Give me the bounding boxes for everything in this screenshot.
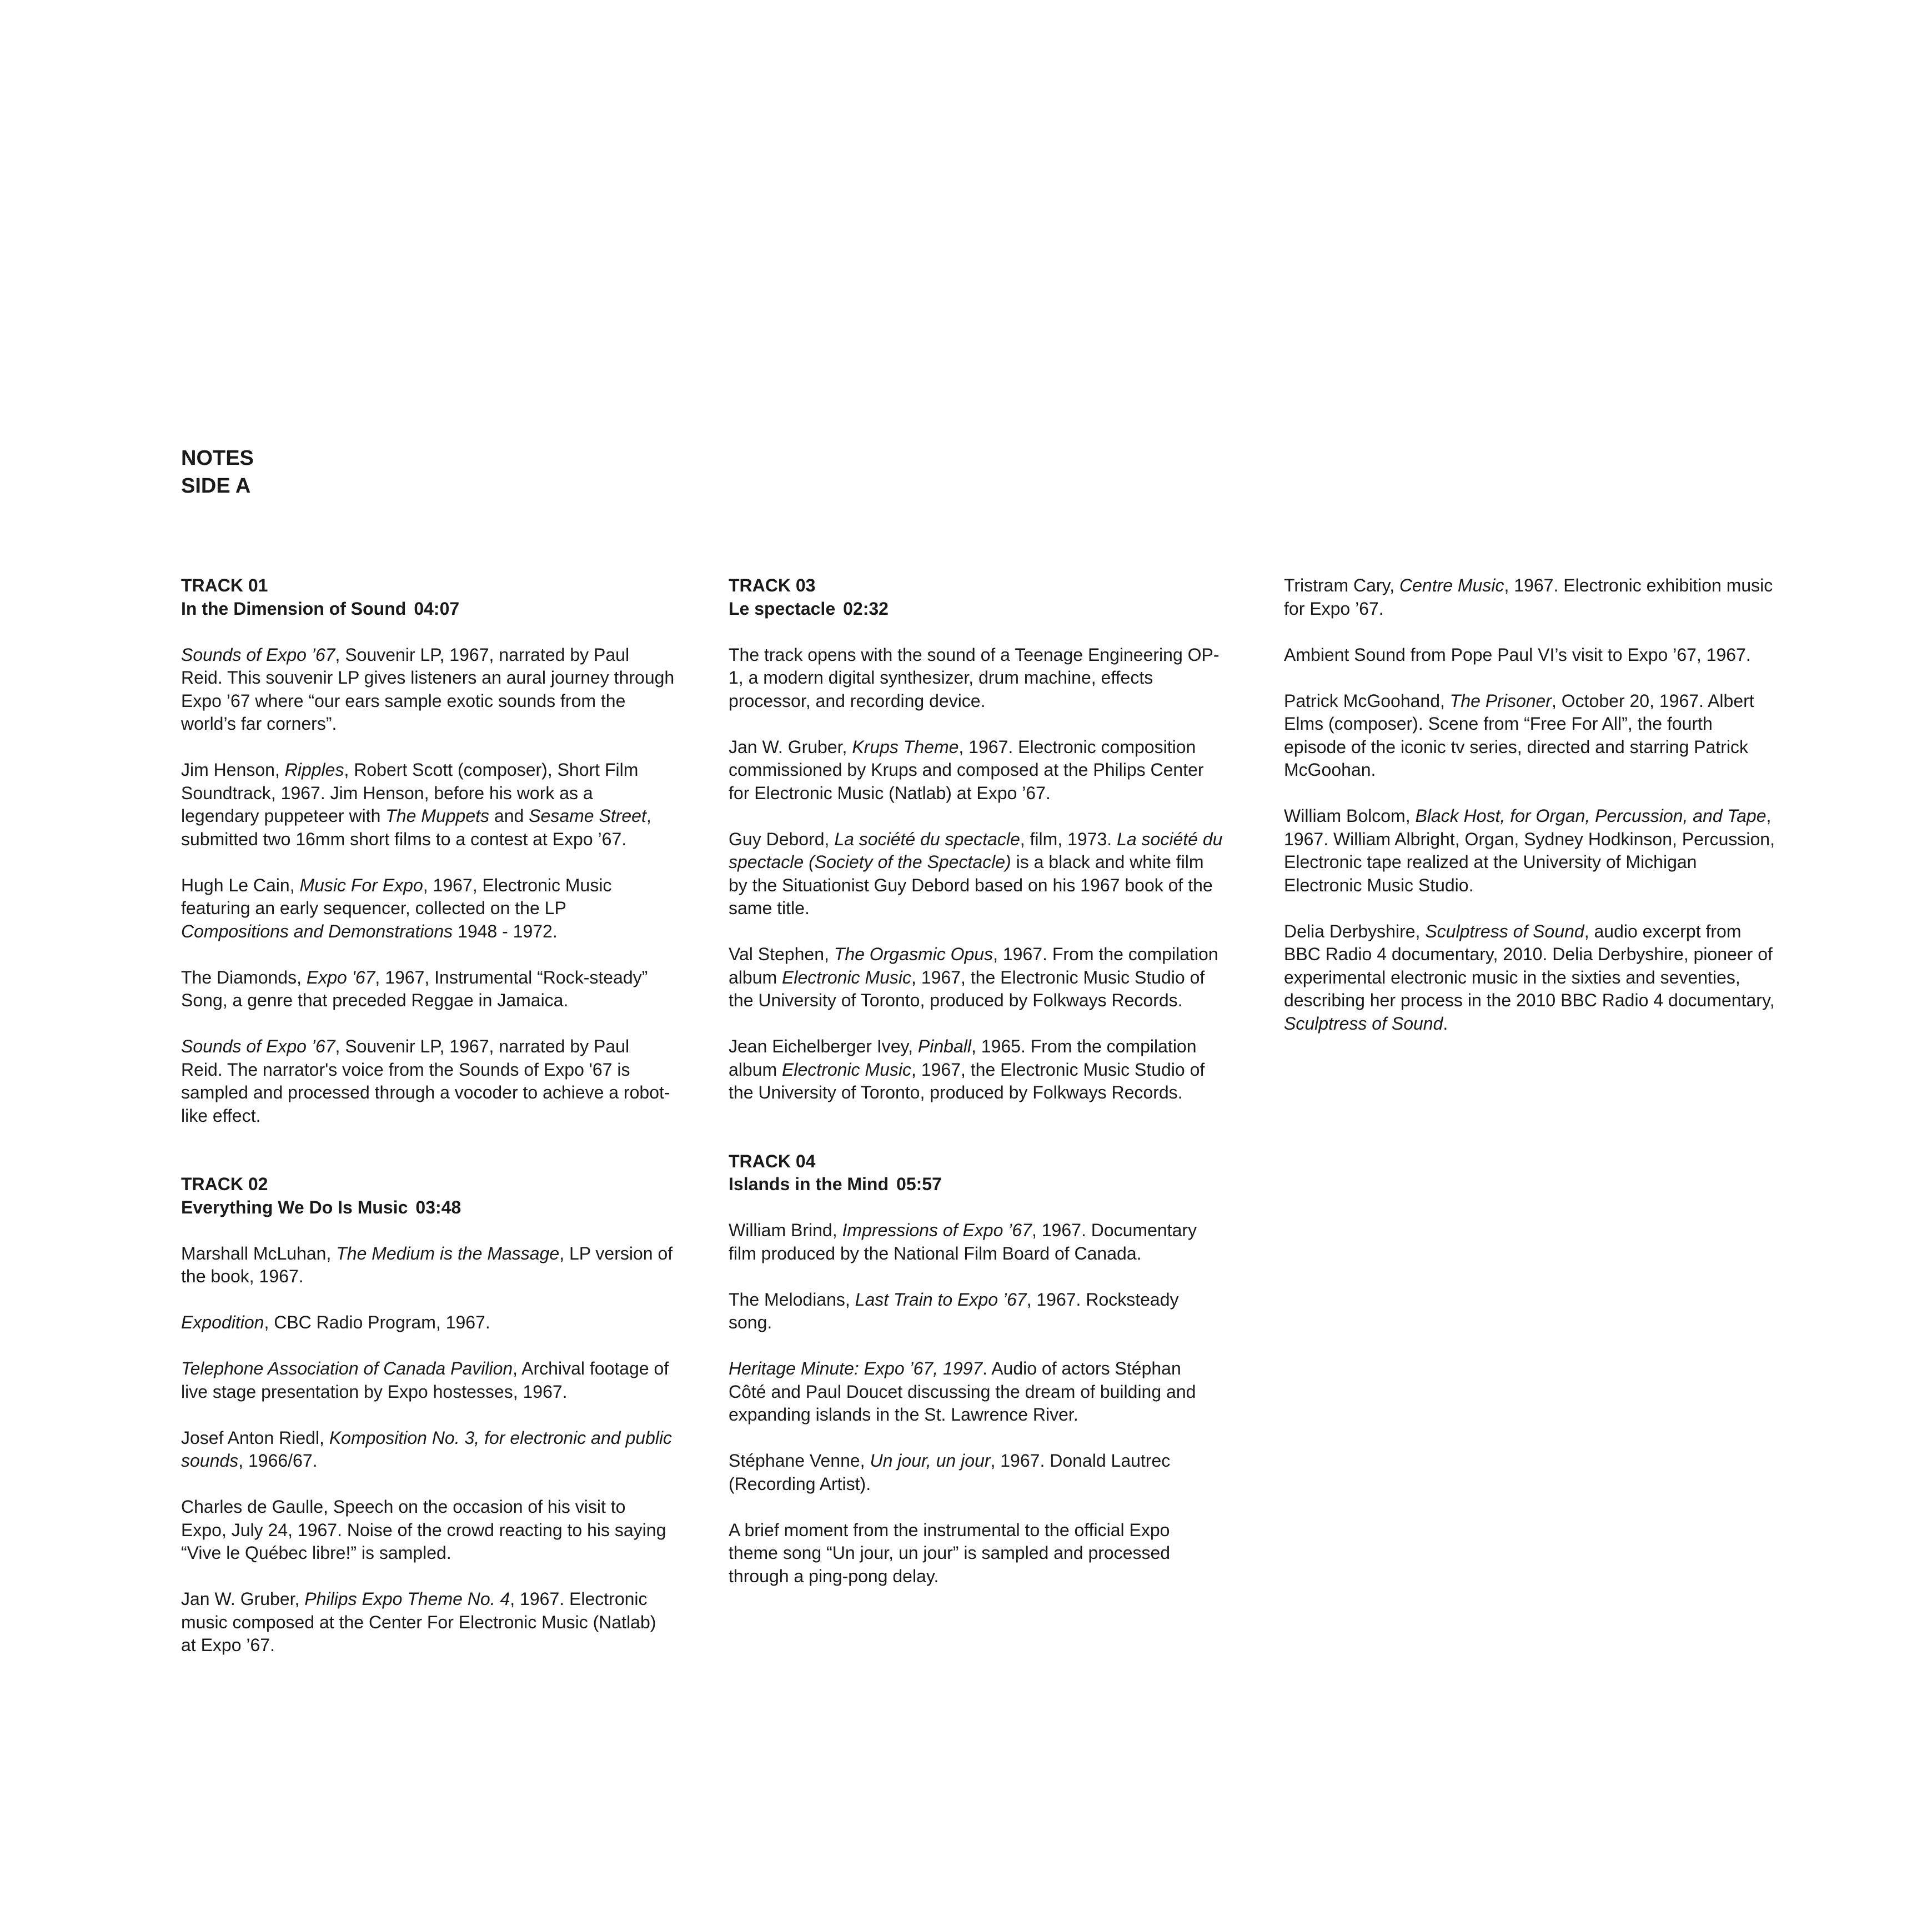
note-italic-text: The Prisoner [1449,690,1552,711]
track-header [729,574,1223,620]
column-right [1284,574,1778,1081]
note-paragraph [181,1357,675,1403]
note-paragraph [729,1219,1223,1265]
note-text: Delia Derbyshire, [1284,921,1426,941]
note-italic-text: Last Train to Expo ’67 [855,1289,1027,1310]
note-paragraph [181,1427,675,1473]
note-italic-text: Heritage Minute: Expo ’67, 1997 [729,1358,983,1378]
note-text: The Diamonds, [181,967,307,987]
note-text: , 1967, Electronic Music featuring an early sequencer, collected on the LP [181,875,612,918]
note-paragraph [181,1311,675,1335]
track-duration: 03:48 [415,1197,461,1217]
note-paragraph [181,1242,675,1288]
track-notes [181,644,675,1128]
track-notes [181,1242,675,1657]
note-text: Jean Eichelberger Ivey, [729,1036,918,1056]
note-text: , audio excerpt from BBC Radio 4 documentary, 2010. Delia Derbyshire, pioneer of experimental electronic music in the sixties and seventies, describing her process in the 2010 BBC Radio 4 documentary, [1284,921,1775,1010]
note-text: , Souvenir LP, 1967, narrated by Paul Reid. The narrator's voice from the Sounds of Expo '67 is sampled and processed through a vocoder to achieve a robot-like effect. [181,1036,670,1126]
track-03 [729,574,1223,1105]
note-text: . [1443,1013,1448,1034]
track-number: TRACK 01 [181,575,268,595]
note-italic-text: Black Host, for Organ, Percussion, and Tape [1415,806,1767,826]
note-text: Patrick McGoohand, [1284,690,1450,711]
note-italic-text: Compositions and Demonstrations [181,921,453,941]
note-italic-text: Pinball [917,1036,971,1056]
track-02 [181,1173,675,1657]
note-text: Jim Henson, [181,760,285,780]
track-name: Everything We Do Is Music [181,1197,408,1217]
track-header [729,1150,1223,1196]
note-paragraph [181,874,675,944]
note-paragraph [729,943,1223,1012]
note-italic-text: Sounds of Expo ’67 [181,1036,335,1056]
note-italic-text: The Orgasmic Opus [834,944,993,964]
note-text: Guy Debord, [729,829,835,849]
note-text: , Robert Scott (composer), Short Film Soundtrack, 1967. Jim Henson, before his work as a legendary puppeteer with [181,760,639,826]
note-text: , 1967. From the compilation album [729,944,1218,987]
notes-title: NOTES [181,447,254,470]
note-text: , film, 1973. [1020,829,1117,849]
note-italic-text: La société du spectacle (Society of the Spectacle) [729,829,1223,872]
track-title [181,598,675,621]
note-text: , 1966/67. [238,1451,318,1471]
track-04 [729,1150,1223,1588]
note-text: , Archival footage of live stage presentation by Expo hostesses, 1967. [181,1358,669,1402]
track-number: TRACK 02 [181,1174,268,1194]
note-text: , 1967, Instrumental “Rock-steady” Song, a genre that preceded Reggae in Jamaica. [181,967,648,1010]
side-title: SIDE A [181,474,251,498]
track-header [181,574,675,620]
note-paragraph [729,828,1223,920]
note-italic-text: Music For Expo [299,875,423,895]
note-italic-text: Sounds of Expo ’67 [181,644,335,665]
note-italic-text: Sculptress of Sound [1425,921,1584,941]
note-text: Hugh Le Cain, [181,875,300,895]
note-paragraph [1284,920,1778,1036]
note-text: , 1965. From the compilation album [729,1036,1197,1080]
note-italic-text: La société du spectacle [834,829,1020,849]
note-text: , 1967. Electronic music composed at the Center For Electronic Music (Natlab) at Expo ’67. [181,1589,656,1655]
note-text: Jan W. Gruber, [729,736,852,757]
note-text: , LP version of the book, 1967. [181,1243,673,1286]
note-text: Marshall McLuhan, [181,1243,337,1263]
track-04-continued [1284,574,1778,1035]
note-paragraph [729,1035,1223,1105]
note-paragraph [1284,574,1778,620]
note-paragraph [1284,805,1778,897]
note-italic-text: Sesame Street [529,806,646,826]
note-paragraph [181,1588,675,1657]
note-paragraph [729,1288,1223,1335]
note-italic-text: Expodition [181,1312,264,1332]
note-text: , 1967. Donald Lautrec (Recording Artist). [729,1451,1171,1494]
note-italic-text: Un jour, un jour [870,1451,991,1471]
note-text: William Brind, [729,1220,842,1240]
note-paragraph [729,1449,1223,1496]
track-duration: 04:07 [414,598,460,619]
note-text: Jan W. Gruber, [181,1589,305,1609]
note-italic-text: Krups Theme [852,736,959,757]
note-text: Val Stephen, [729,944,834,964]
note-text: The Melodians, [729,1289,855,1310]
note-italic-text: Centre Music [1399,575,1504,595]
note-text: , 1967. Documentary film produced by the National Film Board of Canada. [729,1220,1197,1263]
note-italic-text: Philips Expo Theme No. 4 [304,1589,510,1609]
note-text: , October 20, 1967. Albert Elms (composer). Scene from “Free For All”, the fourth episode of the iconic tv series, directed and starring Patrick McGoohan. [1284,690,1754,780]
track-title [181,1196,675,1220]
note-text: , 1967, the Electronic Music Studio of the University of Toronto, produced by Folkways Records. [729,967,1205,1010]
note-text: , 1967. Electronic composition commissioned by Krups and composed at the Philips Center for Electronic Music (Natlab) at Expo ’67. [729,736,1204,803]
track-notes [729,644,1223,1105]
note-text: is a black and white film by the Situationist Guy Debord based on his 1967 book of the same title. [729,852,1213,918]
note-text: William Bolcom, [1284,806,1416,826]
track-title [729,598,1223,621]
note-paragraph [181,759,675,851]
note-italic-text: Electronic Music [782,1059,911,1080]
note-italic-text: Impressions of Expo ’67 [842,1220,1032,1240]
note-text: Tristram Cary, [1284,575,1399,595]
note-text: The track opens with the sound of a Teenage Engineering OP-1, a modern digital synthesizer, drum machine, effects processor, and recording device. [729,644,1220,711]
note-text: . Audio of actors Stéphan Côté and Paul Doucet discussing the dream of building and expanding islands in the St. Lawrence River. [729,1358,1196,1425]
note-text: Ambient Sound from Pope Paul VI’s visit to Expo ’67, 1967. [1284,644,1751,665]
note-paragraph [181,644,675,736]
track-duration: 05:57 [896,1174,942,1194]
note-text: 1948 - 1972. [453,921,558,941]
track-name: Le spectacle [729,598,836,619]
note-text: , submitted two 16mm short films to a contest at Expo ’67. [181,806,651,849]
note-paragraph [181,1496,675,1565]
note-paragraph [729,644,1223,713]
note-text: , 1967. Electronic exhibition music for Expo ’67. [1284,575,1773,619]
note-italic-text: Electronic Music [782,967,911,987]
note-paragraph [181,966,675,1012]
note-text: A brief moment from the instrumental to the official Expo theme song “Un jour, un jour” is sampled and processed through a ping-pong delay. [729,1519,1171,1586]
track-notes [1284,574,1778,1035]
note-text: Charles de Gaulle, Speech on the occasion of his visit to Expo, July 24, 1967. Noise of the crowd reacting to his saying “Vive le Québec libre!” is sampled. [181,1497,666,1563]
note-text: , 1967. Rocksteady song. [729,1289,1179,1332]
note-text: , 1967. William Albright, Organ, Sydney Hodkinson, Percussion, Electronic tape realized at the University of Michigan Electronic Music Studio. [1284,806,1775,895]
track-01 [181,574,675,1127]
note-paragraph [729,1357,1223,1427]
note-paragraph [729,1519,1223,1588]
note-paragraph [1284,690,1778,782]
track-name: In the Dimension of Sound [181,598,407,619]
track-header [181,1173,675,1219]
column-middle [729,574,1223,1633]
note-paragraph [181,1035,675,1127]
note-text: , 1967, the Electronic Music Studio of the University of Toronto, produced by Folkways Records. [729,1059,1205,1102]
column-left [181,574,675,1703]
note-paragraph [729,736,1223,805]
track-title [729,1173,1223,1196]
note-text: , CBC Radio Program, 1967. [264,1312,490,1332]
note-italic-text: Telephone Association of Canada Pavilion [181,1358,513,1378]
track-name: Islands in the Mind [729,1174,889,1194]
note-italic-text: Ripples [284,760,344,780]
note-paragraph [1284,644,1778,667]
track-duration: 02:32 [843,598,889,619]
track-number: TRACK 04 [729,1151,816,1171]
page-heading [181,444,254,500]
note-italic-text: Expo '67 [306,967,375,987]
note-italic-text: The Muppets [385,806,490,826]
track-number: TRACK 03 [729,575,816,595]
note-text: , Souvenir LP, 1967, narrated by Paul Reid. This souvenir LP gives listeners an aural journey through Expo ’67 where “our ears sample exotic sounds from the world’s far corners”. [181,644,675,734]
track-notes [729,1219,1223,1588]
note-italic-text: Sculptress of Sound [1284,1013,1443,1034]
note-italic-text: Komposition No. 3, for electronic and public sounds [181,1427,673,1471]
note-text: Josef Anton Riedl, [181,1427,329,1448]
note-text: and [489,806,529,826]
note-text: Stéphane Venne, [729,1451,870,1471]
note-italic-text: The Medium is the Massage [336,1243,560,1263]
